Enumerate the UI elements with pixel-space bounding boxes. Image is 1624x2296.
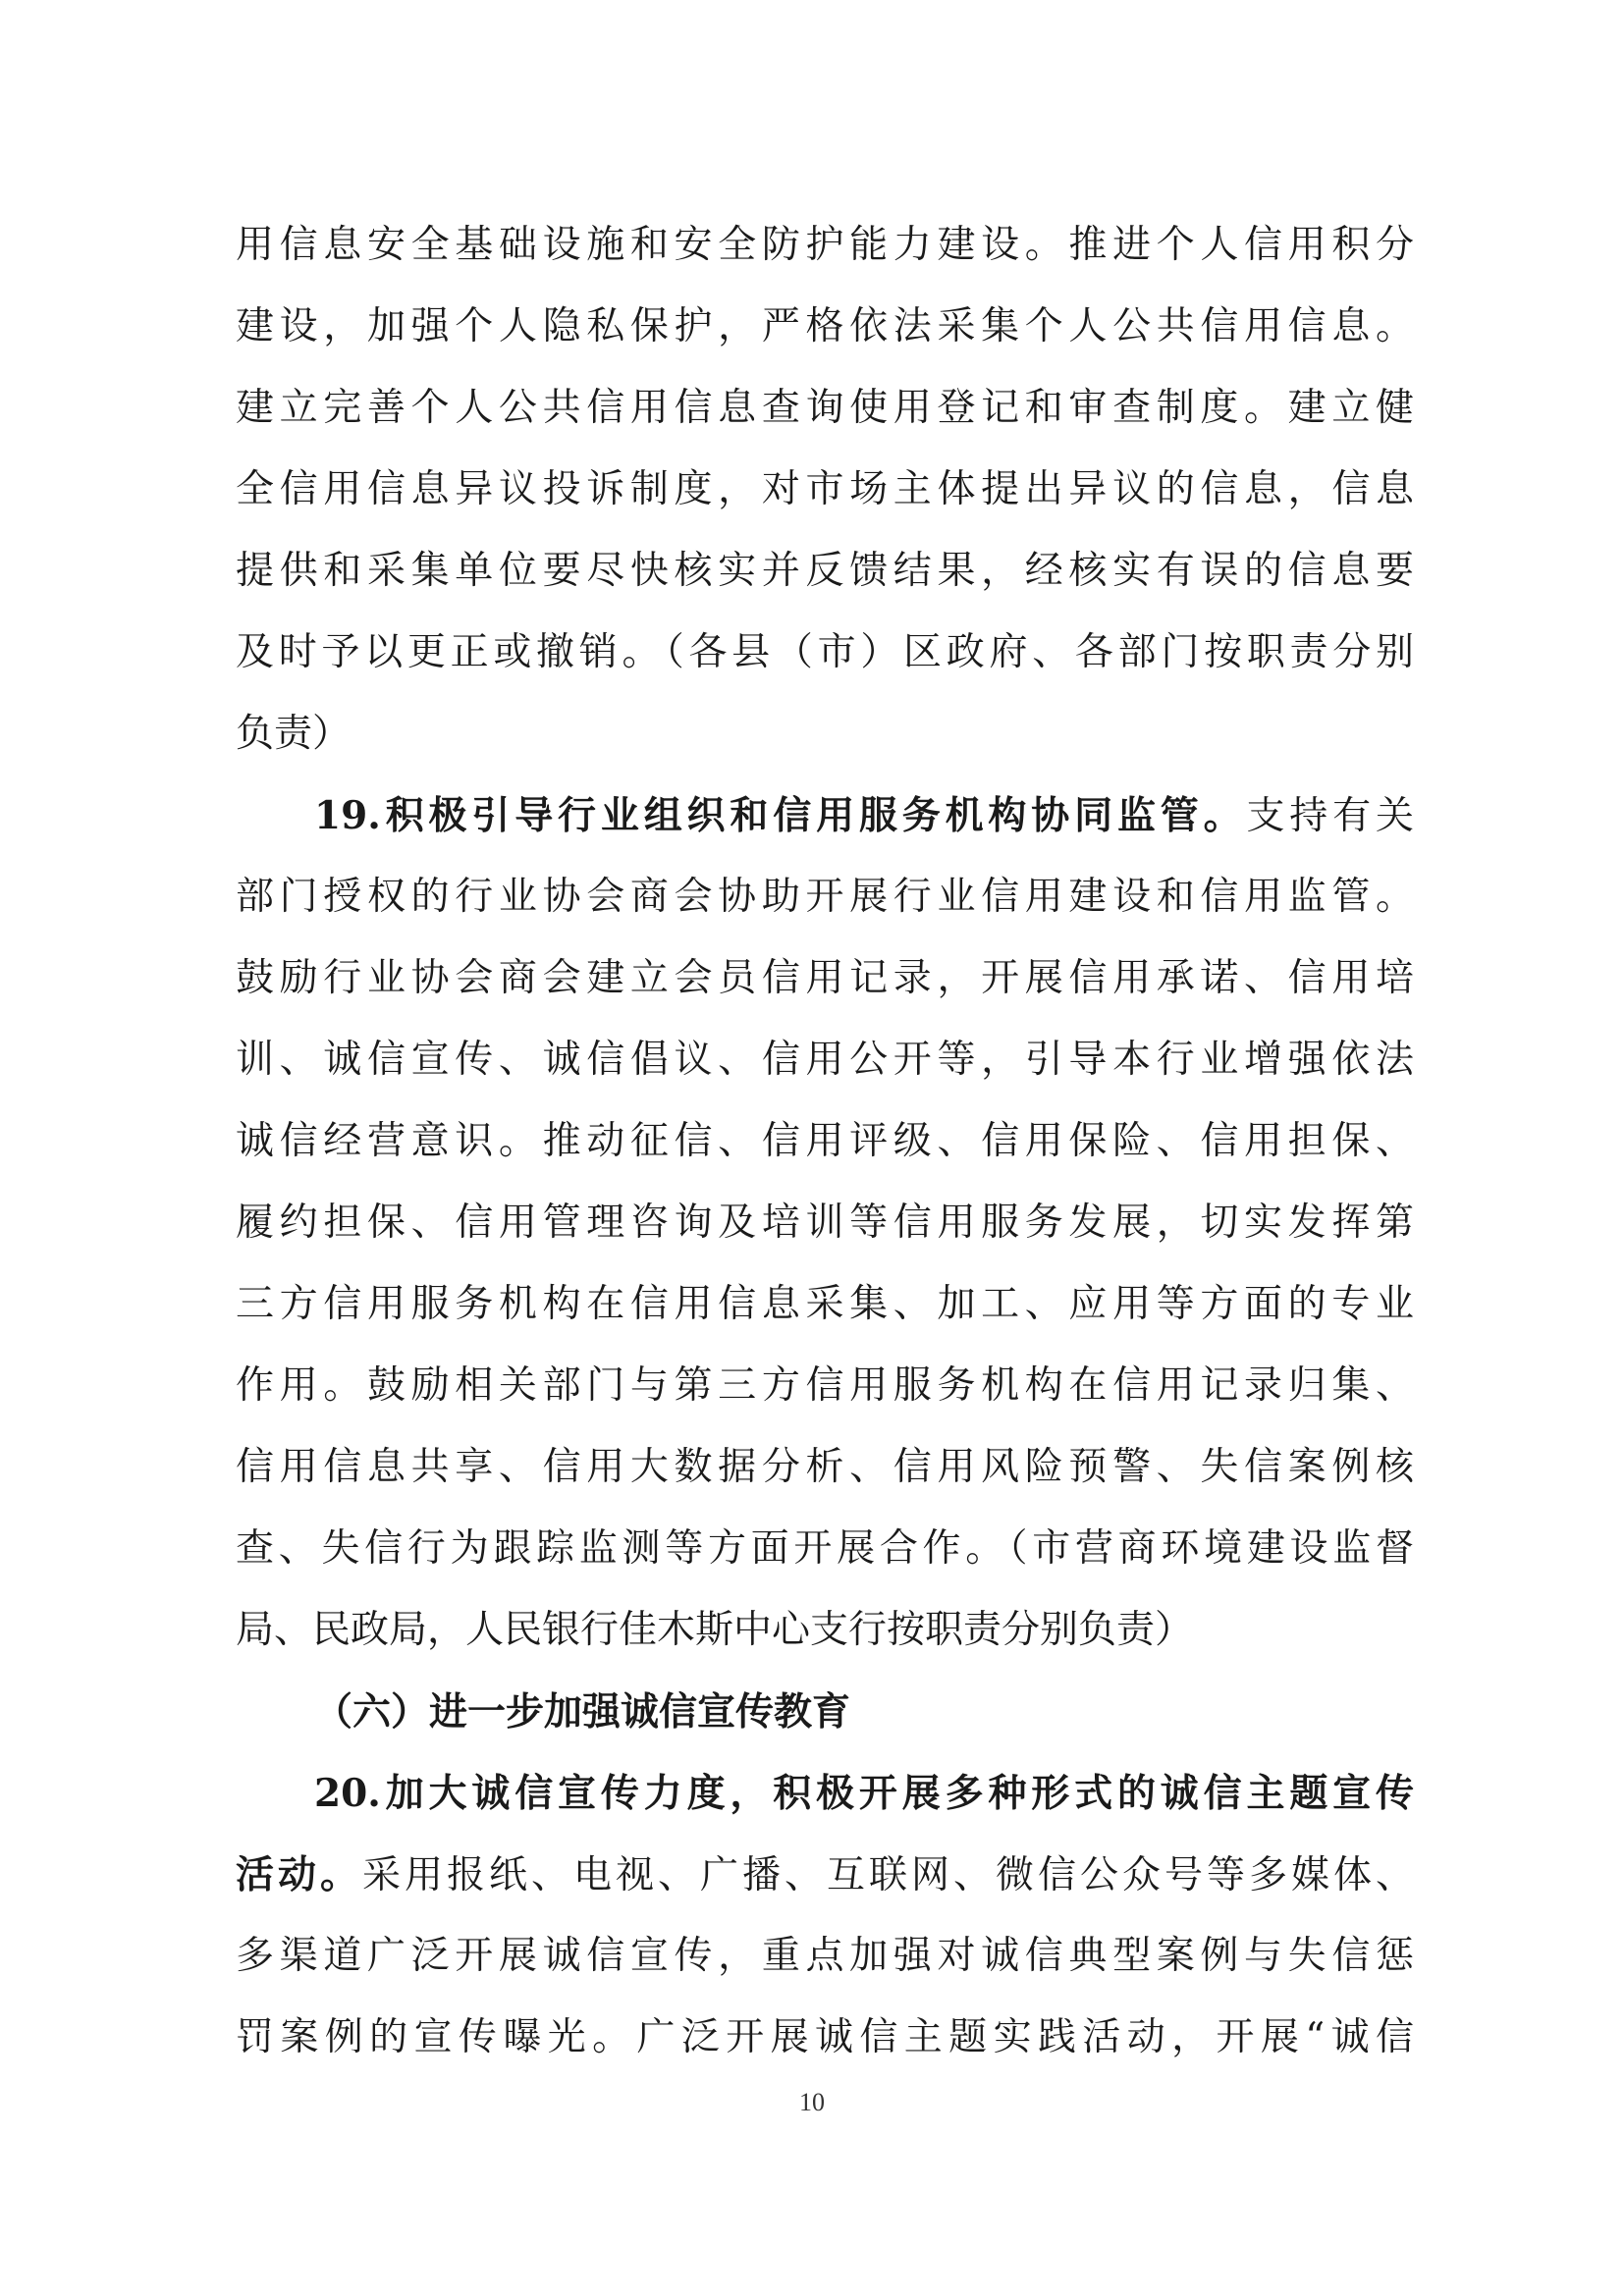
- text-line: 部门授权的行业协会商会协助开展行业信用建设和信用监管。: [236, 875, 1414, 919]
- text-line: 诚信经营意识。推动征信、信用评级、信用保险、信用担保、: [236, 1119, 1414, 1163]
- text-line: 提供和采集单位要尽快核实并反馈结果，经核实有误的信息要: [236, 549, 1414, 593]
- text-line: 信用信息共享、信用大数据分析、信用风险预警、失信案例核: [236, 1445, 1414, 1489]
- item-19-first-rest: 支持有关: [1246, 794, 1414, 838]
- text-line: 建立完善个人公共信用信息查询使用登记和审查制度。建立健: [236, 386, 1414, 430]
- text-line: 作用。鼓励相关部门与第三方信用服务机构在信用记录归集、: [236, 1363, 1414, 1408]
- text-line: 局、民政局，人民银行佳木斯中心支行按职责分别负责）: [236, 1608, 1194, 1652]
- text-line: 用信息安全基础设施和安全防护能力建设。推进个人信用积分: [236, 223, 1414, 267]
- text-line: 全信用信息异议投诉制度，对市场主体提出异议的信息，信息: [236, 467, 1414, 511]
- item-20-heading-line2: 活动。: [236, 1852, 362, 1897]
- item-20-heading-line1: 20.加大诚信宣传力度，积极开展多种形式的诚信主题宣传: [314, 1771, 1414, 1816]
- text-line: 建设，加强个人隐私保护，严格依法采集个人公共信用信息。: [236, 304, 1414, 348]
- text-line: 查、失信行为跟踪监测等方面开展合作。（市营商环境建设监督: [236, 1526, 1414, 1571]
- text-line: 及时予以更正或撤销。（各县（市）区政府、各部门按职责分别: [236, 630, 1414, 674]
- item-20-second-line: [236, 1849, 1414, 1900]
- text-line: 多渠道广泛开展诚信宣传，重点加强对诚信典型案例与失信惩: [236, 1934, 1414, 1978]
- item-19-first-line: [314, 790, 1414, 841]
- section-heading: （六）进一步加强诚信宣传教育: [314, 1689, 851, 1735]
- text-line: 负责）: [236, 712, 352, 756]
- text-line: 履约担保、信用管理咨询及培训等信用服务发展，切实发挥第: [236, 1201, 1414, 1245]
- text-line: 训、诚信宣传、诚信倡议、信用公开等，引导本行业增强依法: [236, 1038, 1414, 1082]
- item-20-line2-rest: 采用报纸、电视、广播、互联网、微信公众号等多媒体、: [362, 1853, 1414, 1897]
- text-line: 罚案例的宣传曝光。广泛开展诚信主题实践活动，开展“诚信: [236, 2015, 1414, 2059]
- text-line: 三方信用服务机构在信用信息采集、加工、应用等方面的专业: [236, 1282, 1414, 1326]
- text-line: 鼓励行业协会商会建立会员信用记录，开展信用承诺、信用培: [236, 956, 1414, 1000]
- item-19-heading: 19.积极引导行业组织和信用服务机构协同监管。: [314, 793, 1247, 838]
- page-number: 10: [799, 2088, 825, 2116]
